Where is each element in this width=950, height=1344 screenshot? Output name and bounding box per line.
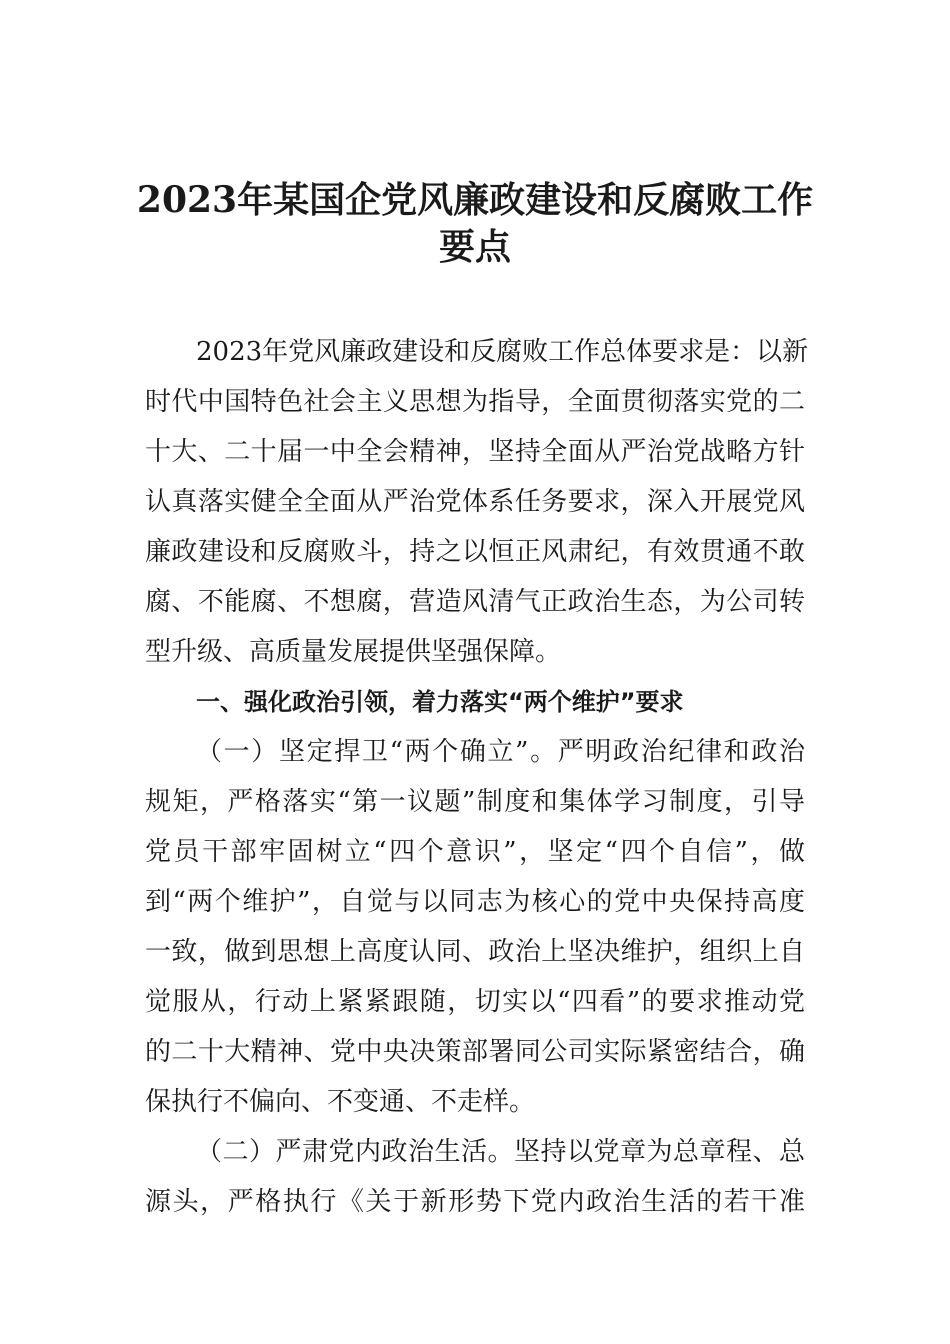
intro-line: 廉政建设和反腐败斗，持之以恒正风肃纪，有效贯通不敢 — [145, 537, 805, 567]
intro-line: 2023年党风廉政建设和反腐败工作总体要求是：以新 — [196, 337, 809, 367]
item-line: 保执行不偏向、不变通、不走样。 — [145, 1087, 536, 1117]
intro-line: 认真落实健全全面从严治党体系任务要求，深入开展党风 — [145, 487, 805, 517]
document-title-line-2: 要点 — [438, 226, 511, 268]
item-line: 一致，做到思想上高度认同、政治上坚决维护，组织上自 — [145, 937, 805, 967]
intro-line: 十大、二十届一中全会精神，坚持全面从严治党战略方针 — [145, 437, 805, 467]
intro-line: 型升级、高质量发展提供坚强保障。 — [145, 637, 562, 667]
document-title-line-1: 2023年某国企党风廉政建设和反腐败工作 — [136, 179, 814, 221]
item-line: 觉服从，行动上紧紧跟随，切实以“四看”的要求推动党 — [145, 987, 805, 1017]
item-line: 规矩，严格落实“第一议题”制度和集体学习制度，引导 — [145, 787, 805, 817]
item-line: （一）坚定捍卫“两个确立”。严明政治纪律和政治 — [196, 737, 805, 767]
section-heading: 一、强化政治引领，着力落实“两个维护”要求 — [196, 688, 684, 716]
item-line: 到“两个维护”，自觉与以同志为核心的党中央保持高度 — [145, 887, 805, 917]
item-line: 党员干部牢固树立“四个意识”，坚定“四个自信”，做 — [145, 837, 805, 867]
item-line: （二）严肃党内政治生活。坚持以党章为总章程、总 — [196, 1137, 805, 1167]
item-line: 源头，严格执行《关于新形势下党内政治生活的若干准 — [145, 1187, 805, 1217]
item-line: 的二十大精神、党中央决策部署同公司实际紧密结合，确 — [145, 1037, 805, 1067]
intro-line: 腐、不能腐、不想腐，营造风清气正政治生态，为公司转 — [145, 587, 805, 617]
intro-line: 时代中国特色社会主义思想为指导，全面贯彻落实党的二 — [145, 387, 805, 417]
